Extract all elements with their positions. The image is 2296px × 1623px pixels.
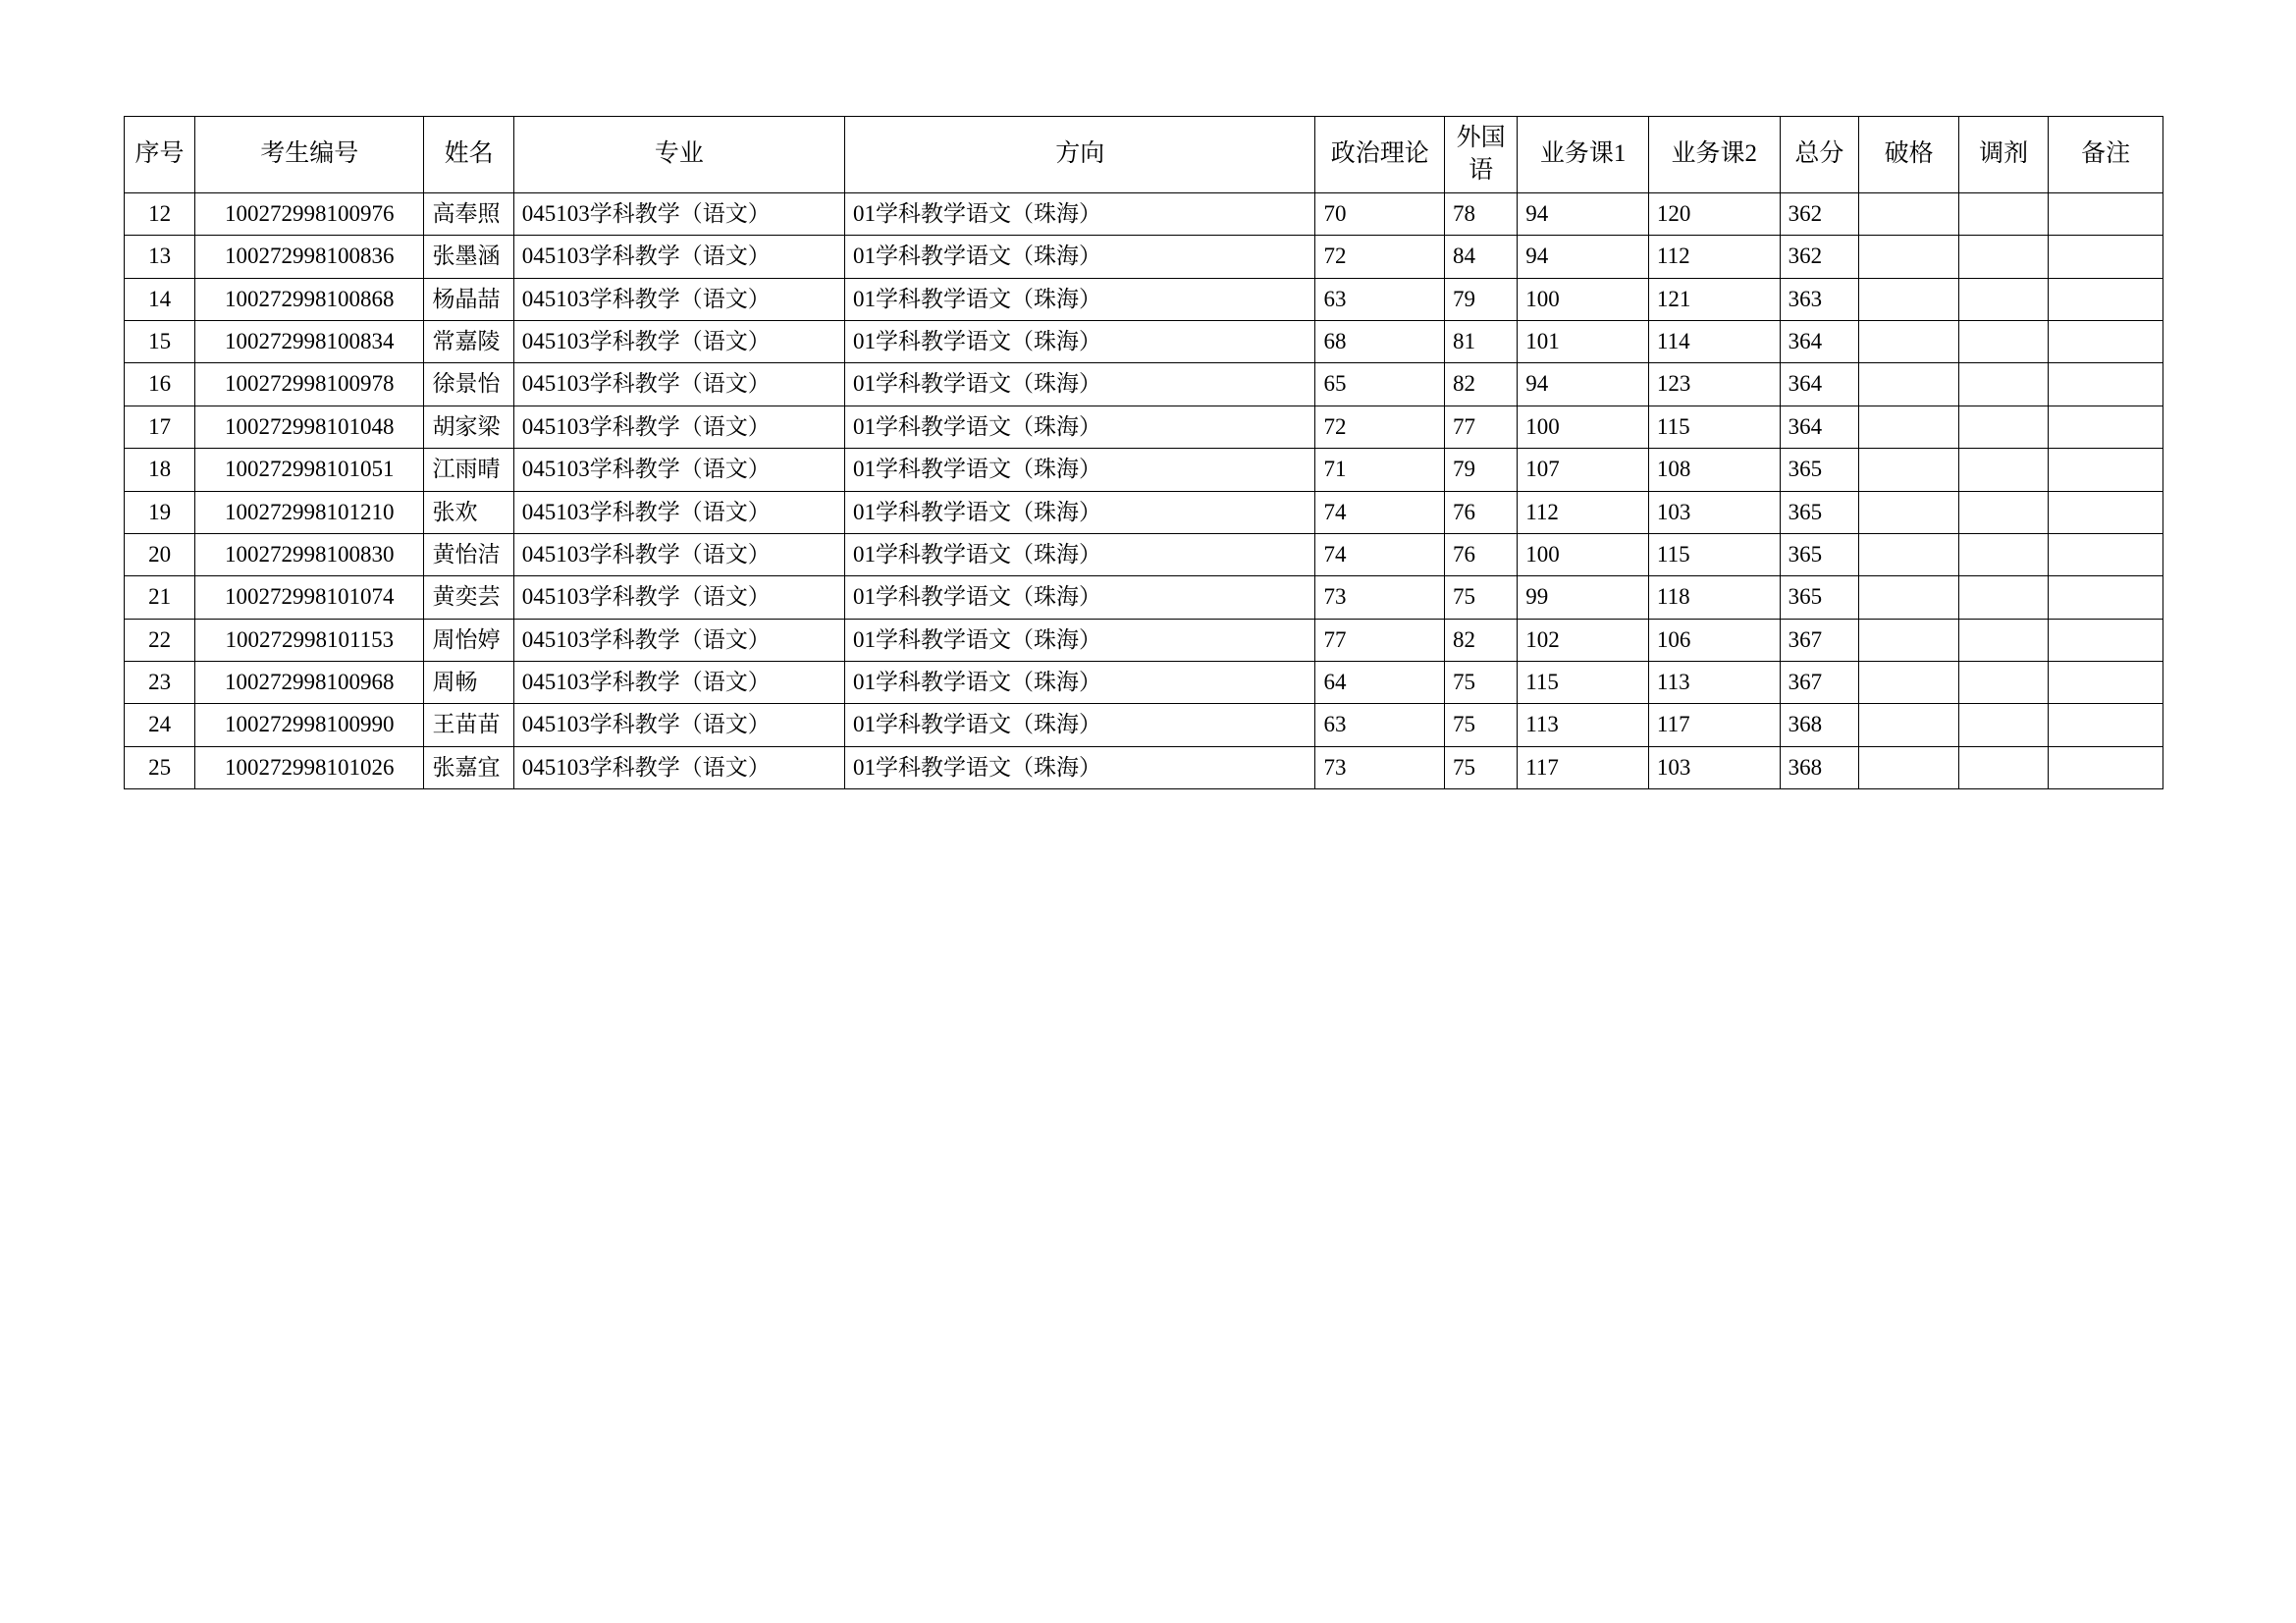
- cell-foreign: 81: [1445, 321, 1518, 363]
- column-header-exam-no: 考生编号: [195, 117, 424, 193]
- cell-name: 黄怡洁: [424, 533, 513, 575]
- cell-adjust: [1959, 746, 2049, 788]
- cell-break-rule: [1859, 449, 1959, 491]
- cell-foreign: 75: [1445, 576, 1518, 619]
- cell-name: 张欢: [424, 491, 513, 533]
- cell-name: 周畅: [424, 661, 513, 703]
- cell-adjust: [1959, 321, 2049, 363]
- column-header-business2: 业务课2: [1648, 117, 1780, 193]
- cell-business2: 121: [1648, 278, 1780, 320]
- cell-direction: 01学科教学语文（珠海）: [845, 746, 1315, 788]
- cell-foreign: 78: [1445, 193, 1518, 236]
- table-row: [125, 236, 2163, 278]
- table-row: [125, 321, 2163, 363]
- cell-major: 045103学科教学（语文）: [513, 576, 844, 619]
- cell-foreign: 77: [1445, 406, 1518, 448]
- cell-exam-no: 100272998100990: [195, 704, 424, 746]
- cell-direction: 01学科教学语文（珠海）: [845, 321, 1315, 363]
- cell-business2: 115: [1648, 533, 1780, 575]
- cell-major: 045103学科教学（语文）: [513, 491, 844, 533]
- cell-business2: 112: [1648, 236, 1780, 278]
- table-body: [125, 193, 2163, 789]
- cell-direction: 01学科教学语文（珠海）: [845, 661, 1315, 703]
- column-header-remark: 备注: [2049, 117, 2163, 193]
- cell-direction: 01学科教学语文（珠海）: [845, 406, 1315, 448]
- cell-total: 368: [1780, 704, 1859, 746]
- cell-remark: [2049, 576, 2163, 619]
- cell-remark: [2049, 704, 2163, 746]
- cell-direction: 01学科教学语文（珠海）: [845, 576, 1315, 619]
- cell-break-rule: [1859, 746, 1959, 788]
- table-row: [125, 661, 2163, 703]
- cell-name: 王苗苗: [424, 704, 513, 746]
- column-header-politics: 政治理论: [1315, 117, 1445, 193]
- cell-direction: 01学科教学语文（珠海）: [845, 236, 1315, 278]
- cell-business2: 118: [1648, 576, 1780, 619]
- cell-foreign: 82: [1445, 363, 1518, 406]
- cell-direction: 01学科教学语文（珠海）: [845, 193, 1315, 236]
- cell-politics: 63: [1315, 278, 1445, 320]
- cell-index: 12: [125, 193, 195, 236]
- cell-adjust: [1959, 533, 2049, 575]
- cell-name: 高奉照: [424, 193, 513, 236]
- cell-total: 365: [1780, 576, 1859, 619]
- table-row: [125, 576, 2163, 619]
- cell-adjust: [1959, 363, 2049, 406]
- cell-remark: [2049, 363, 2163, 406]
- cell-major: 045103学科教学（语文）: [513, 193, 844, 236]
- cell-adjust: [1959, 661, 2049, 703]
- cell-major: 045103学科教学（语文）: [513, 661, 844, 703]
- cell-name: 张嘉宜: [424, 746, 513, 788]
- cell-break-rule: [1859, 278, 1959, 320]
- cell-exam-no: 100272998101048: [195, 406, 424, 448]
- cell-business2: 106: [1648, 619, 1780, 661]
- cell-politics: 73: [1315, 746, 1445, 788]
- cell-remark: [2049, 491, 2163, 533]
- cell-adjust: [1959, 619, 2049, 661]
- cell-index: 14: [125, 278, 195, 320]
- cell-name: 张墨涵: [424, 236, 513, 278]
- cell-exam-no: 100272998100868: [195, 278, 424, 320]
- cell-exam-no: 100272998101026: [195, 746, 424, 788]
- table-row: [125, 533, 2163, 575]
- cell-business2: 115: [1648, 406, 1780, 448]
- cell-politics: 74: [1315, 491, 1445, 533]
- cell-name: 周怡婷: [424, 619, 513, 661]
- cell-exam-no: 100272998100978: [195, 363, 424, 406]
- cell-break-rule: [1859, 704, 1959, 746]
- cell-exam-no: 100272998101074: [195, 576, 424, 619]
- cell-direction: 01学科教学语文（珠海）: [845, 491, 1315, 533]
- cell-total: 365: [1780, 491, 1859, 533]
- cell-index: 18: [125, 449, 195, 491]
- cell-major: 045103学科教学（语文）: [513, 533, 844, 575]
- cell-name: 黄奕芸: [424, 576, 513, 619]
- cell-business2: 113: [1648, 661, 1780, 703]
- cell-direction: 01学科教学语文（珠海）: [845, 619, 1315, 661]
- cell-break-rule: [1859, 661, 1959, 703]
- cell-business2: 103: [1648, 491, 1780, 533]
- cell-index: 20: [125, 533, 195, 575]
- cell-politics: 74: [1315, 533, 1445, 575]
- cell-business1: 115: [1518, 661, 1649, 703]
- cell-exam-no: 100272998101153: [195, 619, 424, 661]
- cell-index: 15: [125, 321, 195, 363]
- cell-foreign: 84: [1445, 236, 1518, 278]
- column-header-index: 序号: [125, 117, 195, 193]
- table-row: [125, 193, 2163, 236]
- column-header-total: 总分: [1780, 117, 1859, 193]
- cell-politics: 64: [1315, 661, 1445, 703]
- cell-major: 045103学科教学（语文）: [513, 704, 844, 746]
- cell-name: 徐景怡: [424, 363, 513, 406]
- cell-remark: [2049, 449, 2163, 491]
- cell-adjust: [1959, 193, 2049, 236]
- cell-direction: 01学科教学语文（珠海）: [845, 704, 1315, 746]
- cell-business1: 94: [1518, 193, 1649, 236]
- cell-business1: 94: [1518, 236, 1649, 278]
- cell-direction: 01学科教学语文（珠海）: [845, 449, 1315, 491]
- cell-politics: 68: [1315, 321, 1445, 363]
- cell-politics: 72: [1315, 406, 1445, 448]
- cell-remark: [2049, 661, 2163, 703]
- cell-total: 362: [1780, 193, 1859, 236]
- cell-remark: [2049, 278, 2163, 320]
- cell-break-rule: [1859, 576, 1959, 619]
- cell-foreign: 75: [1445, 746, 1518, 788]
- cell-index: 25: [125, 746, 195, 788]
- cell-exam-no: 100272998100834: [195, 321, 424, 363]
- cell-business1: 100: [1518, 278, 1649, 320]
- cell-politics: 77: [1315, 619, 1445, 661]
- cell-remark: [2049, 533, 2163, 575]
- cell-major: 045103学科教学（语文）: [513, 619, 844, 661]
- cell-foreign: 82: [1445, 619, 1518, 661]
- cell-total: 364: [1780, 321, 1859, 363]
- cell-major: 045103学科教学（语文）: [513, 278, 844, 320]
- cell-name: 胡家梁: [424, 406, 513, 448]
- cell-politics: 70: [1315, 193, 1445, 236]
- cell-total: 362: [1780, 236, 1859, 278]
- column-header-major: 专业: [513, 117, 844, 193]
- cell-politics: 73: [1315, 576, 1445, 619]
- cell-business1: 99: [1518, 576, 1649, 619]
- cell-index: 17: [125, 406, 195, 448]
- cell-total: 363: [1780, 278, 1859, 320]
- cell-total: 364: [1780, 406, 1859, 448]
- cell-business1: 94: [1518, 363, 1649, 406]
- cell-major: 045103学科教学（语文）: [513, 746, 844, 788]
- table-row: [125, 449, 2163, 491]
- cell-total: 365: [1780, 449, 1859, 491]
- cell-business1: 102: [1518, 619, 1649, 661]
- cell-index: 16: [125, 363, 195, 406]
- cell-remark: [2049, 619, 2163, 661]
- cell-index: 24: [125, 704, 195, 746]
- cell-direction: 01学科教学语文（珠海）: [845, 533, 1315, 575]
- cell-foreign: 79: [1445, 449, 1518, 491]
- table-row: [125, 278, 2163, 320]
- cell-remark: [2049, 406, 2163, 448]
- cell-major: 045103学科教学（语文）: [513, 363, 844, 406]
- cell-adjust: [1959, 576, 2049, 619]
- cell-break-rule: [1859, 491, 1959, 533]
- cell-break-rule: [1859, 363, 1959, 406]
- table-row: [125, 363, 2163, 406]
- cell-politics: 65: [1315, 363, 1445, 406]
- cell-exam-no: 100272998100836: [195, 236, 424, 278]
- cell-business2: 120: [1648, 193, 1780, 236]
- cell-remark: [2049, 193, 2163, 236]
- cell-direction: 01学科教学语文（珠海）: [845, 278, 1315, 320]
- cell-business1: 113: [1518, 704, 1649, 746]
- column-header-foreign: 外国语: [1445, 117, 1518, 193]
- cell-break-rule: [1859, 619, 1959, 661]
- cell-business2: 123: [1648, 363, 1780, 406]
- cell-adjust: [1959, 491, 2049, 533]
- cell-break-rule: [1859, 321, 1959, 363]
- cell-remark: [2049, 746, 2163, 788]
- cell-break-rule: [1859, 406, 1959, 448]
- cell-business1: 112: [1518, 491, 1649, 533]
- cell-index: 21: [125, 576, 195, 619]
- cell-index: 13: [125, 236, 195, 278]
- column-header-business1: 业务课1: [1518, 117, 1649, 193]
- table-row: [125, 619, 2163, 661]
- cell-break-rule: [1859, 193, 1959, 236]
- cell-name: 常嘉陵: [424, 321, 513, 363]
- column-header-direction: 方向: [845, 117, 1315, 193]
- cell-business2: 114: [1648, 321, 1780, 363]
- cell-break-rule: [1859, 236, 1959, 278]
- table-header-row: [125, 117, 2163, 193]
- cell-total: 367: [1780, 619, 1859, 661]
- cell-total: 364: [1780, 363, 1859, 406]
- cell-adjust: [1959, 278, 2049, 320]
- cell-major: 045103学科教学（语文）: [513, 449, 844, 491]
- cell-foreign: 79: [1445, 278, 1518, 320]
- cell-exam-no: 100272998100830: [195, 533, 424, 575]
- cell-business1: 117: [1518, 746, 1649, 788]
- cell-major: 045103学科教学（语文）: [513, 236, 844, 278]
- cell-adjust: [1959, 704, 2049, 746]
- cell-foreign: 75: [1445, 661, 1518, 703]
- cell-direction: 01学科教学语文（珠海）: [845, 363, 1315, 406]
- table-row: [125, 406, 2163, 448]
- cell-business2: 117: [1648, 704, 1780, 746]
- table-row: [125, 704, 2163, 746]
- cell-total: 367: [1780, 661, 1859, 703]
- cell-business1: 100: [1518, 406, 1649, 448]
- cell-total: 365: [1780, 533, 1859, 575]
- cell-politics: 71: [1315, 449, 1445, 491]
- cell-remark: [2049, 236, 2163, 278]
- cell-politics: 72: [1315, 236, 1445, 278]
- cell-exam-no: 100272998101051: [195, 449, 424, 491]
- cell-remark: [2049, 321, 2163, 363]
- cell-break-rule: [1859, 533, 1959, 575]
- cell-business1: 101: [1518, 321, 1649, 363]
- cell-adjust: [1959, 449, 2049, 491]
- column-header-adjust: 调剂: [1959, 117, 2049, 193]
- cell-business2: 103: [1648, 746, 1780, 788]
- cell-index: 23: [125, 661, 195, 703]
- cell-foreign: 76: [1445, 533, 1518, 575]
- column-header-break-rule: 破格: [1859, 117, 1959, 193]
- cell-business1: 107: [1518, 449, 1649, 491]
- candidate-score-table: [124, 116, 2163, 789]
- cell-index: 19: [125, 491, 195, 533]
- cell-business1: 100: [1518, 533, 1649, 575]
- cell-name: 江雨晴: [424, 449, 513, 491]
- cell-total: 368: [1780, 746, 1859, 788]
- cell-exam-no: 100272998101210: [195, 491, 424, 533]
- cell-major: 045103学科教学（语文）: [513, 321, 844, 363]
- cell-adjust: [1959, 236, 2049, 278]
- cell-foreign: 76: [1445, 491, 1518, 533]
- cell-exam-no: 100272998100976: [195, 193, 424, 236]
- cell-adjust: [1959, 406, 2049, 448]
- cell-foreign: 75: [1445, 704, 1518, 746]
- column-header-name: 姓名: [424, 117, 513, 193]
- cell-major: 045103学科教学（语文）: [513, 406, 844, 448]
- cell-business2: 108: [1648, 449, 1780, 491]
- cell-politics: 63: [1315, 704, 1445, 746]
- cell-name: 杨晶喆: [424, 278, 513, 320]
- cell-exam-no: 100272998100968: [195, 661, 424, 703]
- table-row: [125, 746, 2163, 788]
- table-row: [125, 491, 2163, 533]
- cell-index: 22: [125, 619, 195, 661]
